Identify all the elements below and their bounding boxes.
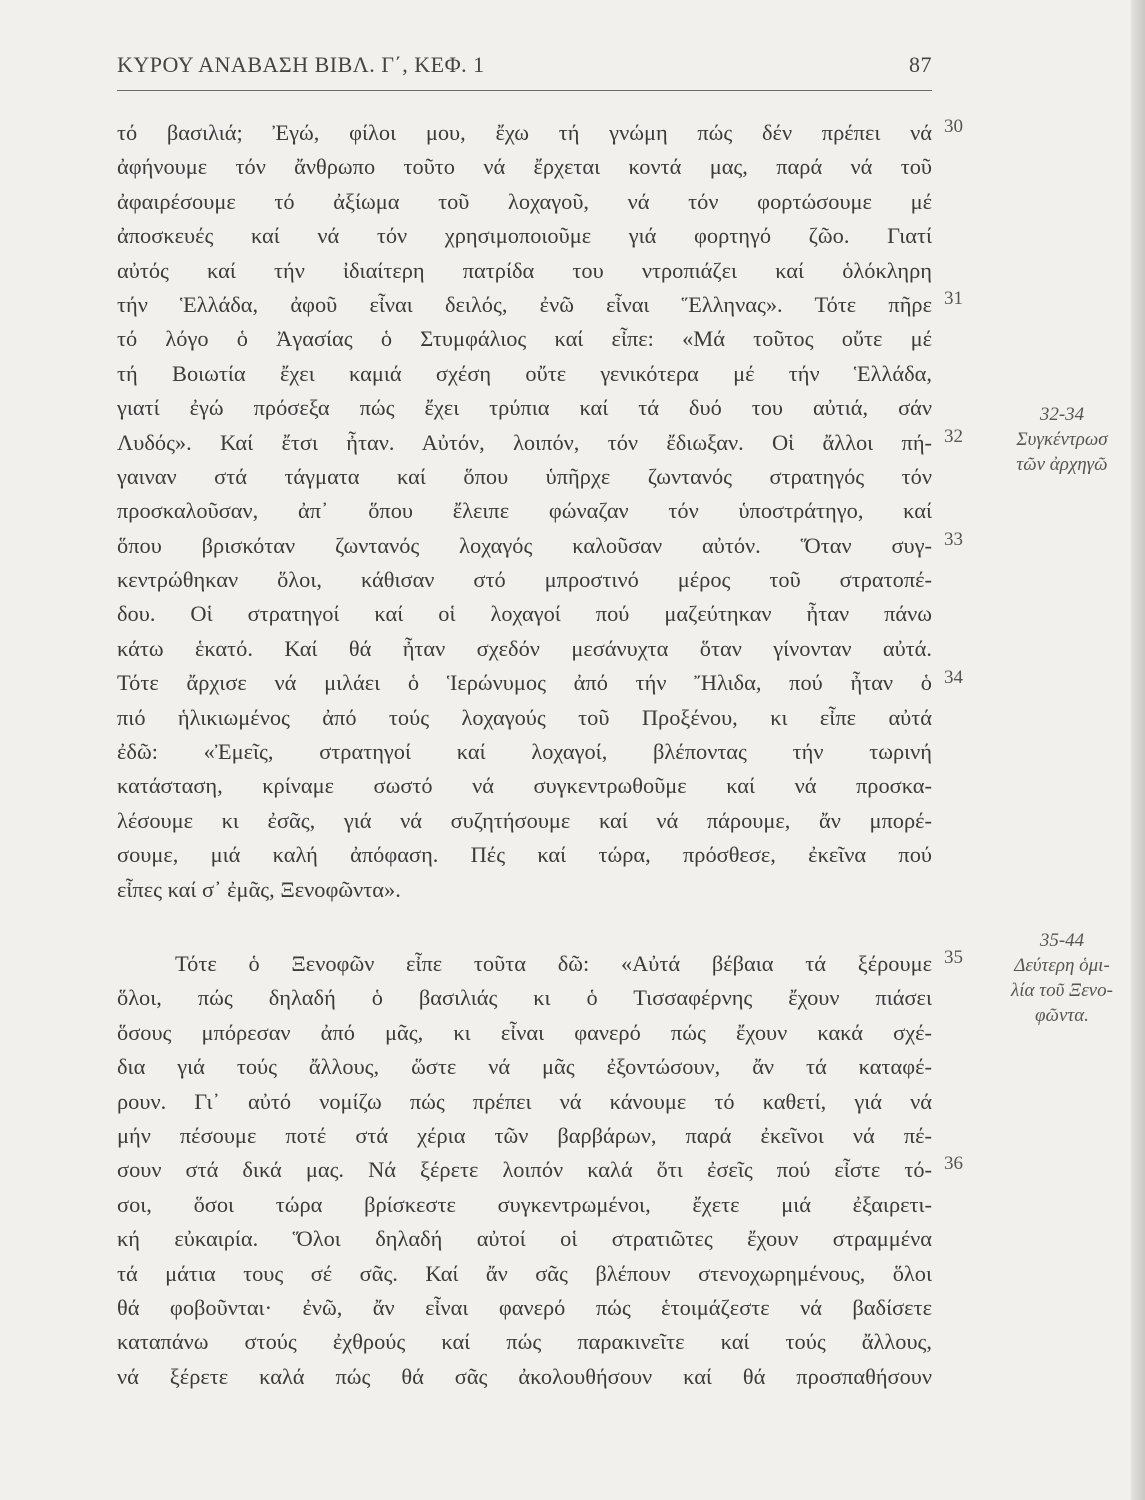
text-line: δια γιά τούς ἄλλους, ὥστε νά μᾶς ἐξοντώσουν, ἄν τά καταφέ- — [117, 1054, 932, 1080]
side-note-range: 32-34 — [1039, 404, 1085, 425]
side-note-1 — [992, 402, 1132, 477]
section-number: 30 — [944, 116, 963, 137]
running-head-title: ΚΥΡΟΥ ΑΝΑΒΑΣΗ ΒΙΒΛ. Γ΄, ΚΕΦ. 1 — [117, 52, 485, 77]
text-line: κή εὐκαιρία. Ὅλοι δηλαδή αὐτοί οἱ στρατιῶτες ἔχουν στραμμένα — [117, 1226, 932, 1252]
text-line: σουμε, μιά καλή ἀπόφαση. Πές καί τώρα, πρόσθεσε, ἐκεῖνα πού — [117, 842, 932, 868]
side-note-text: τῶν ἀρχηγῶ — [1016, 454, 1108, 475]
side-note-text: φῶντα. — [1035, 1005, 1089, 1026]
text-line: γιατί ἐγώ πρόσεξα πώς ἔχει τρύπια καί τά δυό του αὐτιά, σάν — [117, 395, 932, 421]
header-rule — [117, 90, 932, 91]
side-note-text: Δεύτερη ὁμι- — [1014, 955, 1110, 976]
page-edge — [1131, 0, 1145, 1500]
text-line: ἀφήνουμε τόν ἄνθρωπο τοῦτο νά ἔρχεται κοντά μας, παρά νά τοῦ — [117, 154, 932, 180]
section-number: 32 — [944, 426, 963, 447]
text-line: μήν πέσουμε ποτέ στά χέρια τῶν βαρβάρων, παρά ἐκεῖνοι νά πέ- — [117, 1122, 932, 1148]
text-line: πιό ἡλικιωμένος ἀπό τούς λοχαγούς τοῦ Προξένου, κι εἶπε αὐτά — [117, 704, 932, 730]
text-line: τό βασιλιά; Ἐγώ, φίλοι μου, ἔχω τή γνώμη πώς δέν πρέπει νά — [117, 120, 932, 145]
body-text — [117, 116, 932, 1394]
text-line: σουν στά δικά μας. Νά ξέρετε λοιπόν καλά ὅτι ἐσεῖς πού εἶστε τό- — [117, 1157, 932, 1183]
paragraph-2 — [117, 947, 932, 1394]
side-note-2 — [992, 928, 1132, 1028]
text-line: ἐδῶ: «Ἐμεῖς, στρατηγοί καί λοχαγοί, βλέποντας τήν τωρινή — [117, 739, 932, 765]
text-line: κάτω ἑκατό. Καί θά ἦταν σχεδόν μεσάνυχτα ὅταν γίνονταν αὐτά. — [117, 635, 932, 661]
running-head — [117, 52, 932, 92]
text-line: νά ξέρετε καλά πώς θά σᾶς ἀκολουθήσουν καί θά προσπαθήσουν — [117, 1363, 932, 1389]
text-line: ὅπου βρισκόταν ζωντανός λοχαγός καλοῦσαν αὐτόν. Ὅταν συγ- — [117, 532, 932, 558]
text-line: ρουν. Γι᾽ αὐτό νομίζω πώς πρέπει νά κάνουμε τό καθετί, γιά νά — [117, 1088, 932, 1114]
side-note-text: Συγκέντρωσ — [1016, 429, 1108, 450]
text-line: τό λόγο ὁ Ἀγασίας ὁ Στυμφάλιος καί εἶπε: «Μά τοῦτος οὔτε μέ — [117, 326, 932, 352]
text-line: εἶπες καί σ᾽ ἐμᾶς, Ξενοφῶντα». — [117, 876, 401, 902]
text-line: Λυδός». Καί ἔτσι ἦταν. Αὐτόν, λοιπόν, τόν ἔδιωξαν. Οἱ ἄλλοι πή- — [117, 429, 932, 455]
page-number: 87 — [909, 52, 932, 77]
section-number: 33 — [944, 529, 963, 550]
side-note-range: 35-44 — [1039, 930, 1085, 951]
section-number: 35 — [944, 947, 963, 968]
section-number: 34 — [944, 667, 963, 688]
text-line: ἀφαιρέσουμε τό ἀξίωμα τοῦ λοχαγοῦ, νά τόν φορτώσουμε μέ — [117, 188, 932, 214]
text-line: γαιναν στά τάγματα καί ὅπου ὑπῆρχε ζωντανός στρατηγός τόν — [117, 463, 932, 489]
text-line: ὅσους μπόρεσαν ἀπό μᾶς, κι εἶναι φανερό πώς ἔχουν κακά σχέ- — [117, 1019, 932, 1045]
text-line: ὅλοι, πώς δηλαδή ὁ βασιλιάς κι ὁ Τισσαφέρνης ἔχουν πιάσει — [117, 985, 932, 1011]
text-line: θά φοβοῦνται· ἐνῶ, ἄν εἶναι φανερό πώς ἑτοιμάζεστε νά βαδίσετε — [117, 1294, 932, 1320]
text-line: αὐτός καί τήν ἰδιαίτερη πατρίδα του ντροπιάζει καί ὁλόκληρη — [117, 257, 932, 283]
text-line: κεντρώθηκαν ὅλοι, κάθισαν στό μπροστινό μέρος τοῦ στρατοπέ- — [117, 567, 932, 593]
text-line: δου. Οἱ στρατηγοί καί οἱ λοχαγοί πού μαζεύτηκαν ἦταν πάνω — [117, 601, 932, 627]
text-line: ἀποσκευές καί νά τόν χρησιμοποιοῦμε γιά φορτηγό ζῶο. Γιατί — [117, 223, 932, 249]
side-note-text: λία τοῦ Ξενο- — [1011, 980, 1113, 1001]
text-line: τή Βοιωτία ἔχει καμιά σχέση οὔτε γενικότερα μέ τήν Ἑλλάδα, — [117, 360, 932, 386]
text-line: λέσουμε κι ἐσᾶς, γιά νά συζητήσουμε καί νά πάρουμε, ἄν μπορέ- — [117, 807, 932, 833]
text-line: Τότε ὁ Ξενοφῶν εἶπε τοῦτα δῶ: «Αὐτά βέβαια τά ξέρουμε — [175, 950, 932, 976]
paragraph-gap — [117, 907, 932, 947]
text-line: κατάσταση, κρίναμε σωστό νά συγκεντρωθοῦμε καί νά προσκα- — [117, 773, 932, 799]
section-number: 36 — [944, 1153, 963, 1174]
text-line: σοι, ὅσοι τώρα βρίσκεστε συγκεντρωμένοι, ἔχετε μιά ἐξαιρετι- — [117, 1191, 932, 1217]
text-line: προσκαλοῦσαν, ἀπ᾽ ὅπου ἔλειπε φώναζαν τόν ὑποστράτηγο, καί — [117, 498, 932, 524]
section-number: 31 — [944, 288, 963, 309]
paragraph-1 — [117, 116, 932, 907]
text-line: καταπάνω στούς ἐχθρούς καί πώς παρακινεῖτε καί τούς ἄλλους, — [117, 1329, 932, 1355]
text-line: Τότε ἄρχισε νά μιλάει ὁ Ἱερώνυμος ἀπό τήν Ἤλιδα, πού ἦταν ὁ — [117, 670, 932, 696]
text-line: τήν Ἑλλάδα, ἀφοῦ εἶναι δειλός, ἐνῶ εἶναι Ἕλληνας». Τότε πῆρε — [117, 291, 932, 317]
text-line: τά μάτια τους σέ σᾶς. Καί ἄν σᾶς βλέπουν στενοχωρημένους, ὅλοι — [117, 1260, 932, 1286]
